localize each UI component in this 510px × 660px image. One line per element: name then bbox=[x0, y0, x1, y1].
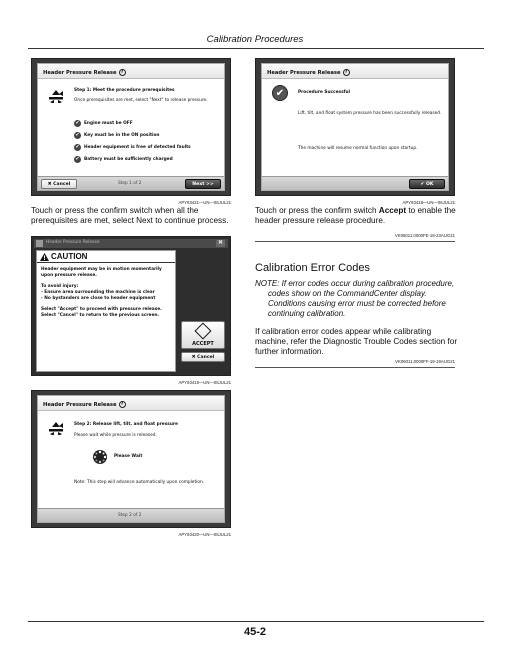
dialog-footer bbox=[262, 176, 448, 190]
cancel-button[interactable]: ✖ Cancel bbox=[41, 179, 77, 189]
reference-code: VK06011,0000FE-19-23AUG21 bbox=[394, 233, 455, 238]
screenshot-caution bbox=[31, 236, 231, 376]
warning-icon bbox=[40, 253, 49, 261]
screenshot-step2 bbox=[31, 390, 231, 528]
dialog-title-text: Header Pressure Release bbox=[43, 402, 117, 408]
dialog-title bbox=[38, 396, 224, 411]
caution-bullet: - Ensure area surrounding the machine is clear bbox=[41, 290, 155, 295]
accept-icon bbox=[195, 323, 212, 340]
dialog-panel bbox=[261, 63, 449, 191]
step-title: Step 1: Meet the procedure prerequisites bbox=[74, 88, 175, 93]
header-arrows-icon bbox=[47, 89, 65, 103]
header-rule bbox=[28, 48, 484, 49]
check-icon: ✔ bbox=[75, 120, 80, 126]
caution-bullet: - No bystanders are close to header equipment bbox=[41, 296, 156, 301]
figure-caption: APY93421—UN—06JUL21 bbox=[178, 200, 231, 205]
status-message: Lift, tilt, and float system pressure has been successfully released. bbox=[298, 111, 442, 116]
dialog-title bbox=[38, 64, 224, 79]
help-icon[interactable]: ? bbox=[119, 69, 126, 76]
prereq-item: Engine must be OFF bbox=[84, 121, 133, 126]
figure-caption: APY93419—UN—06JUL21 bbox=[178, 380, 231, 385]
caution-label: CAUTION bbox=[51, 252, 88, 261]
body-text-part: Touch or press the confirm switch bbox=[255, 206, 379, 215]
screenshot-step1 bbox=[31, 58, 231, 196]
step-title: Step 2: Release lift, tilt, and float pressure bbox=[74, 422, 178, 427]
body-text-part: to enable the header pressure release procedure. bbox=[255, 206, 456, 225]
success-check-icon: ✔ bbox=[272, 85, 288, 101]
header-arrows-icon bbox=[47, 421, 65, 435]
section-rule bbox=[255, 241, 455, 242]
prereq-item: Battery must be sufficiently charged bbox=[84, 157, 173, 162]
dialog-panel bbox=[37, 395, 225, 523]
screenshot-success bbox=[255, 58, 455, 196]
dialog-title-text: Header Pressure Release bbox=[43, 70, 117, 76]
figure-caption: APY93418—UN—06JUL21 bbox=[402, 200, 455, 205]
step-note: Note: This step will advance automatically upon completion. bbox=[74, 480, 205, 485]
status-title: Procedure Successful bbox=[298, 90, 351, 95]
window-icon bbox=[36, 240, 43, 247]
check-icon: ✔ bbox=[75, 156, 80, 162]
window-title: Header Pressure Release bbox=[46, 240, 100, 245]
cancel-button[interactable]: ✖ Cancel bbox=[181, 352, 225, 362]
ok-button[interactable]: ✔ OK bbox=[409, 179, 445, 189]
page-number: 45-2 bbox=[243, 626, 267, 638]
footer-rule bbox=[28, 621, 484, 622]
accept-term: Accept bbox=[378, 206, 407, 215]
caution-text: Header equipment may be in motion momentarily upon pressure release. bbox=[41, 267, 162, 278]
figure-caption: APY93420—UN—06JUL21 bbox=[178, 532, 231, 537]
dialog-footer bbox=[38, 508, 224, 522]
check-icon: ✔ bbox=[75, 132, 80, 138]
prereq-item: Key must be in the ON position bbox=[84, 133, 160, 138]
caution-text: To avoid injury: bbox=[41, 284, 79, 289]
section-rule bbox=[255, 367, 455, 368]
body-text: Touch or press the confirm switch when all the prerequisites are met, select Next to continue process. bbox=[31, 206, 229, 225]
dialog-panel bbox=[37, 63, 225, 191]
spinner-icon bbox=[92, 449, 108, 465]
dialog-footer bbox=[38, 176, 224, 190]
body-text bbox=[255, 206, 465, 226]
page-header: Calibration Procedures bbox=[206, 34, 304, 45]
step-progress: Step 2 of 2 bbox=[118, 513, 142, 518]
body-text: If calibration error codes appear while calibrating machine, refer the Diagnostic Trouble Codes section for further information. bbox=[255, 327, 458, 356]
step-instruction: Once prerequisites are met, select "Next" to release pressure. bbox=[74, 98, 208, 103]
note-text: NOTE: If error codes occur during calibration procedure, codes show on the CommandCenter display. Conditions causing error must be corrected before continuing calibration. bbox=[255, 279, 455, 318]
caution-text: Select "Accept" to proceed with pressure release. Select "Cancel" to return to the previous screen. bbox=[41, 307, 162, 318]
caution-header bbox=[37, 251, 175, 263]
prereq-item: Header equipment is free of detected faults bbox=[84, 145, 191, 150]
reference-code: VK06011,0000FF-19-19AUG21 bbox=[395, 359, 455, 364]
help-icon[interactable]: ? bbox=[343, 69, 350, 76]
help-icon[interactable]: ? bbox=[119, 401, 126, 408]
step-progress: Step 1 of 2 bbox=[118, 181, 142, 186]
check-icon: ✔ bbox=[75, 144, 80, 150]
dialog-title bbox=[262, 64, 448, 79]
dialog-title-text: Header Pressure Release bbox=[267, 70, 341, 76]
status-message: The machine will resume normal function upon startup. bbox=[298, 146, 418, 151]
caution-panel bbox=[36, 250, 176, 372]
accept-button[interactable] bbox=[181, 321, 225, 349]
wait-label: Please Wait bbox=[114, 454, 143, 459]
close-icon[interactable]: ✖ bbox=[217, 240, 224, 246]
next-button[interactable]: Next >> bbox=[185, 179, 221, 189]
section-heading: Calibration Error Codes bbox=[255, 262, 370, 274]
accept-label: ACCEPT bbox=[192, 341, 214, 347]
step-instruction: Please wait while pressure is released. bbox=[74, 433, 157, 438]
window-titlebar bbox=[34, 239, 228, 248]
